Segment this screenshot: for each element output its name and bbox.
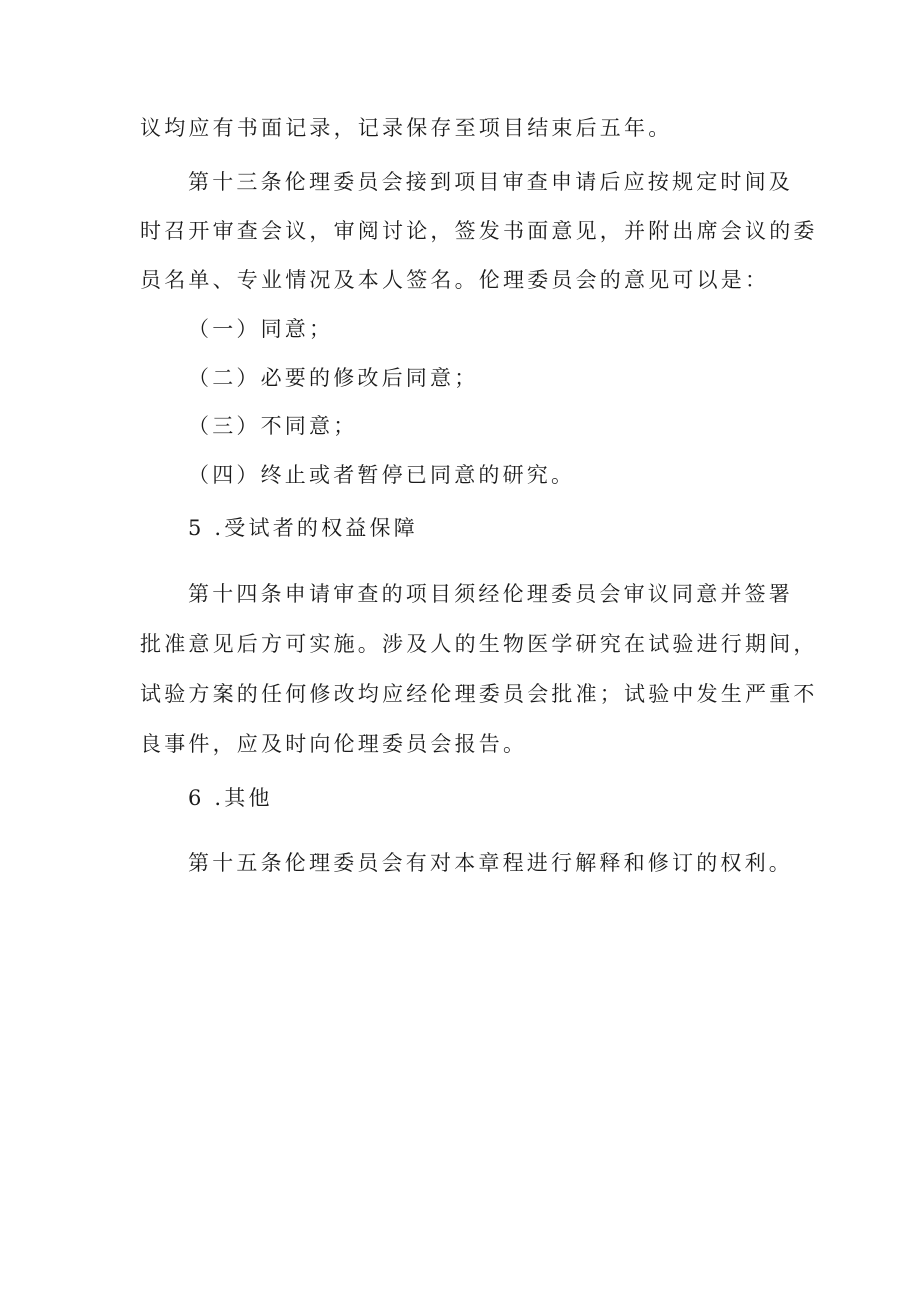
paragraph-line-continuation: 议均应有书面记录，记录保存至项目结束后五年。 bbox=[140, 116, 673, 140]
article-14-line-3: 试验方案的任何修改均应经伦理委员会批准；试验中发生严重不 bbox=[140, 682, 818, 706]
section-heading-6: 6 .其他 bbox=[188, 786, 273, 810]
article-13-line-2: 时召开审查会议，审阅讨论，签发书面意见，并附出席会议的委 bbox=[140, 219, 818, 243]
opinion-item-3: （三）不同意； bbox=[188, 414, 358, 438]
section-heading-5: 5 .受试者的权益保障 bbox=[188, 516, 418, 540]
article-14-line-1: 第十四条申请审查的项目须经伦理委员会审议同意并签署 bbox=[188, 582, 793, 606]
opinion-item-4: （四）终止或者暂停已同意的研究。 bbox=[188, 463, 576, 487]
opinion-item-1: （一）同意； bbox=[188, 317, 334, 341]
article-13-line-1: 第十三条伦理委员会接到项目审查申请后应按规定时间及 bbox=[188, 170, 793, 194]
opinion-item-2: （二）必要的修改后同意； bbox=[188, 366, 479, 390]
article-14-line-4: 良事件，应及时向伦理委员会报告。 bbox=[140, 732, 528, 756]
article-13-line-3: 员名单、专业情况及本人签名。伦理委员会的意见可以是： bbox=[140, 268, 770, 292]
article-14-line-2: 批准意见后方可实施。涉及人的生物医学研究在试验进行期间， bbox=[140, 632, 818, 656]
article-15-line-1: 第十五条伦理委员会有对本章程进行解释和修订的权利。 bbox=[188, 851, 793, 875]
